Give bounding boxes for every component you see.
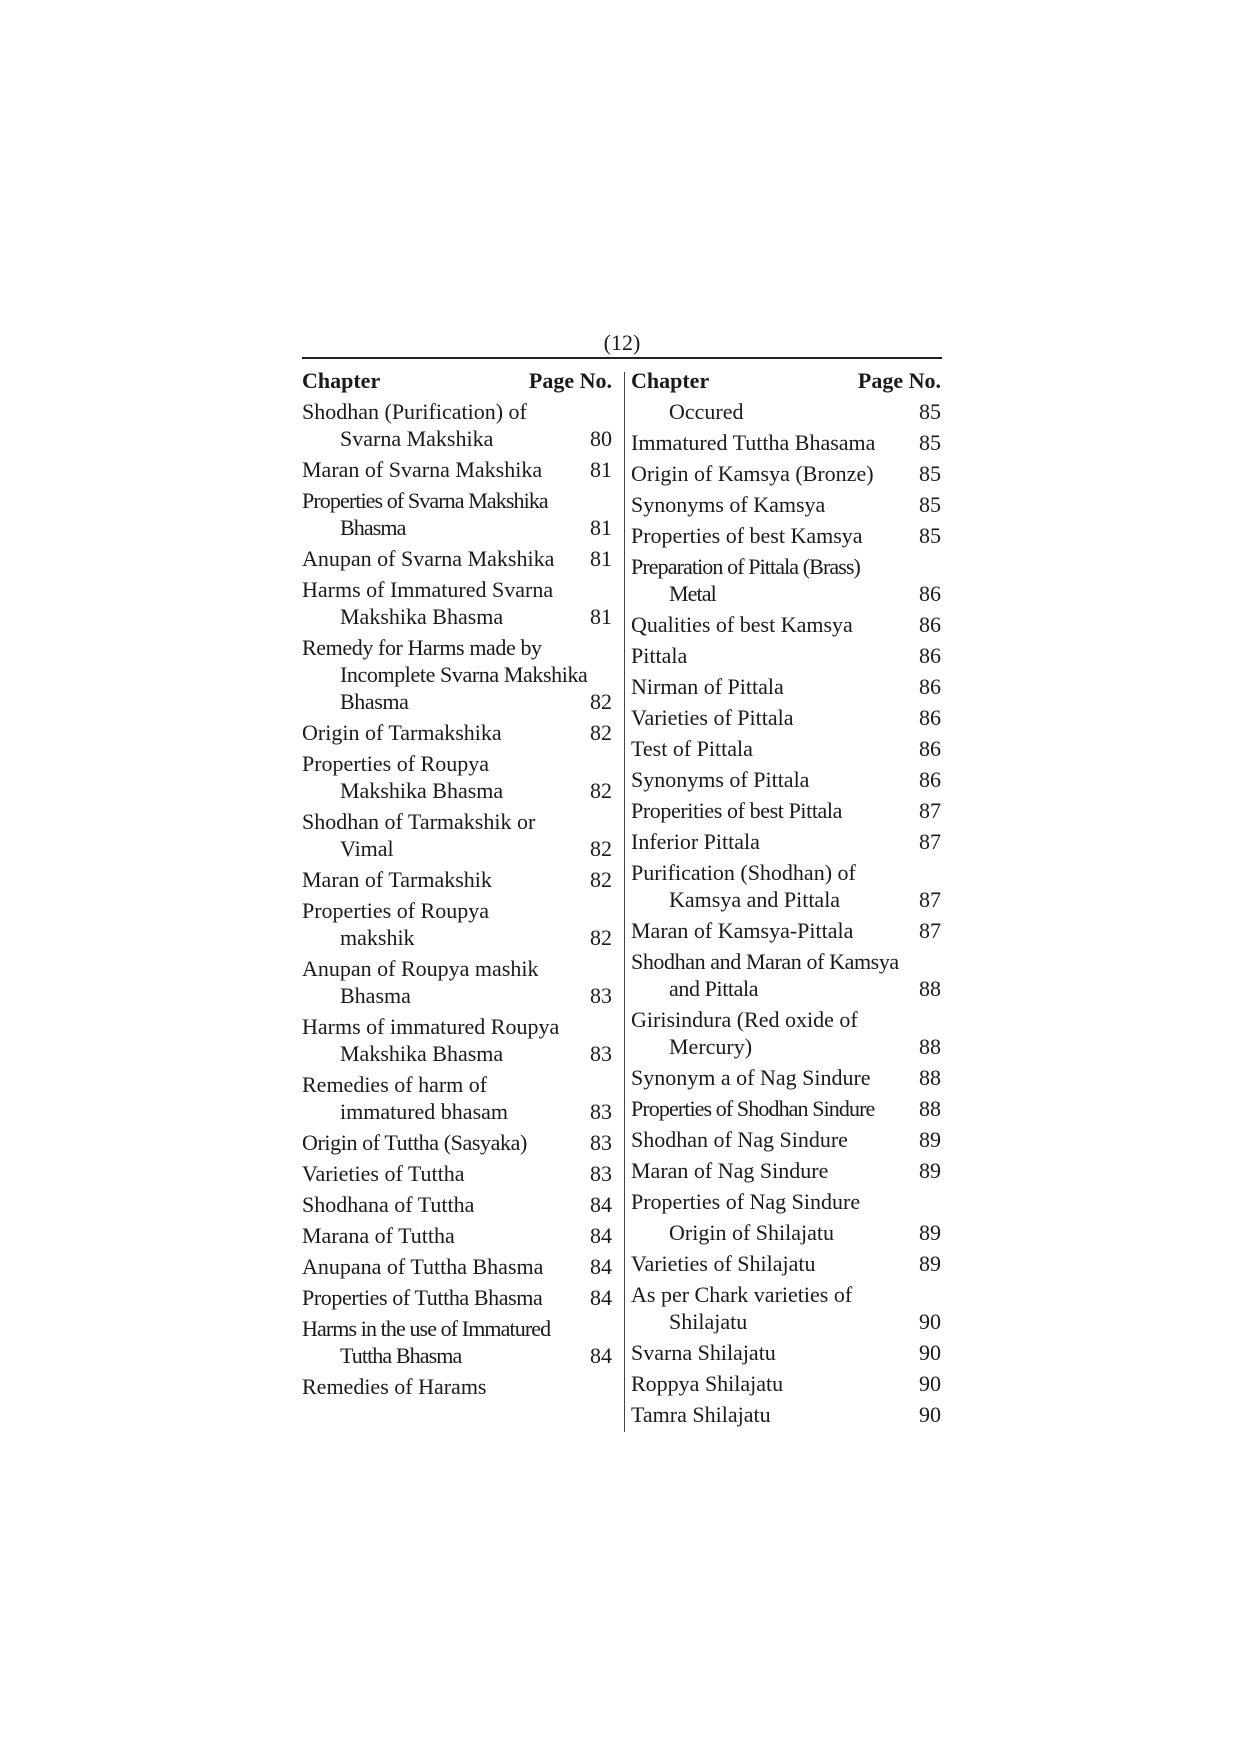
page-number: (12) [603, 330, 641, 355]
header-rule [302, 357, 942, 359]
toc-entry-title: Anupan of Svarna Makshika [302, 546, 555, 571]
toc-entry-title: immatured bhasam [340, 1099, 509, 1124]
toc-entry-title: Bhasma [340, 515, 406, 540]
toc-entry-title: Immatured Tuttha Bhasama [631, 430, 876, 455]
toc-entry-title: Maran of Nag Sindure [631, 1158, 829, 1183]
toc-entries-right [631, 398, 941, 1428]
toc-entry-title: Occured [669, 399, 744, 424]
toc-entry-title: Properties of Roupya [302, 751, 489, 776]
toc-entry-title: Makshika Bhasma [340, 778, 504, 803]
toc-entry [631, 522, 941, 549]
toc-entry [302, 1160, 612, 1187]
toc-entry [302, 1013, 612, 1067]
toc-entry-page: 87 [919, 918, 941, 943]
toc-entry [302, 398, 612, 452]
toc-entry-title: Synonyms of Kamsya [631, 492, 826, 517]
toc-entry [631, 859, 941, 913]
toc-entry [302, 866, 612, 893]
toc-entry [302, 1191, 612, 1218]
toc-entry-title: Varieties of Shilajatu [631, 1251, 816, 1276]
chapter-header: Chapter [302, 368, 381, 393]
toc-entry [302, 897, 612, 951]
toc-entry-title: Properties of Roupya [302, 898, 489, 923]
toc-entry-title: Qualities of best Kamsya [631, 612, 853, 637]
toc-entry-title: Incomplete Svarna Makshika [340, 662, 588, 687]
toc-entry-page: 83 [590, 1099, 612, 1124]
toc-entry-title: Pittala [631, 643, 688, 668]
toc-entry [631, 673, 941, 700]
toc-entry-page: 81 [590, 515, 612, 540]
toc-entry [302, 1222, 612, 1249]
toc-entry-title: Bhasma [340, 983, 411, 1008]
toc-entry-title: Remedies of harm of [302, 1072, 488, 1097]
toc-entry-page: 90 [919, 1371, 941, 1396]
toc-entry-title: Bhasma [340, 689, 409, 714]
toc-entry-page: 86 [919, 643, 941, 668]
toc-entry-page: 85 [919, 399, 941, 424]
toc-entry-page: 84 [590, 1343, 612, 1368]
column-header [631, 366, 941, 396]
toc-entry-title: Remedies of Harams [302, 1374, 487, 1399]
toc-entry-page: 89 [919, 1158, 941, 1183]
toc-entry [631, 611, 941, 638]
toc-entry-title: Properties of Shodhan Sindure [631, 1096, 875, 1121]
toc-entry [631, 797, 941, 824]
toc-entry [302, 1253, 612, 1280]
toc-entry-title: Test of Pittala [631, 736, 753, 761]
toc-entry-title: Varieties of Pittala [631, 705, 794, 730]
toc-entry-title: Synonyms of Pittala [631, 767, 810, 792]
toc-entry-title: Preparation of Pittala (Brass) [631, 554, 860, 579]
toc-entry-title: Anupan of Roupya mashik [302, 956, 539, 981]
toc-entry [631, 766, 941, 793]
toc-entry [302, 1129, 612, 1156]
toc-entry-page: 88 [919, 1065, 941, 1090]
toc-entry-page: 83 [590, 1130, 612, 1155]
toc-entry-title: Anupana of Tuttha Bhasma [302, 1254, 544, 1279]
toc-entry-title: makshik [340, 925, 415, 950]
toc-entry-page: 87 [919, 798, 941, 823]
toc-entry [631, 735, 941, 762]
toc-entry-title: Harms of Immatured Svarna [302, 577, 554, 602]
toc-entry [631, 553, 941, 607]
toc-entry-page: 84 [590, 1285, 612, 1310]
toc-entry-page: 82 [590, 720, 612, 745]
toc-entry [302, 634, 612, 715]
toc-entry-page: 88 [919, 1096, 941, 1121]
toc-entry-title: Harms of immatured Roupya [302, 1014, 560, 1039]
toc-entry-title: Properties of best Kamsya [631, 523, 863, 548]
toc-entry-page: 83 [590, 1161, 612, 1186]
toc-entry-page: 83 [590, 1041, 612, 1066]
toc-entry-page: 89 [919, 1220, 941, 1245]
toc-entry-title: Svarna Shilajatu [631, 1340, 776, 1365]
toc-entry-title: Shodhana of Tuttha [302, 1192, 475, 1217]
toc-entry [302, 576, 612, 630]
toc-entry-page: 88 [919, 1034, 941, 1059]
toc-entry [302, 545, 612, 572]
toc-entry-page: 86 [919, 767, 941, 792]
toc-entry [302, 456, 612, 483]
toc-entry-title: Nirman of Pittala [631, 674, 784, 699]
toc-entry-title: Maran of Tarmakshik [302, 867, 492, 892]
toc-entry-title: Properties of Svarna Makshika [302, 488, 548, 513]
toc-entry [631, 1006, 941, 1060]
page-no-header: Page No. [857, 368, 941, 393]
toc-entry-page: 90 [919, 1402, 941, 1427]
toc-entry-page: 86 [919, 581, 941, 606]
toc-entry-title: Svarna Makshika [340, 426, 494, 451]
toc-entry [631, 948, 941, 1002]
column-header [302, 366, 612, 396]
toc-entry-page: 82 [590, 689, 612, 714]
toc-entry [631, 1339, 941, 1366]
toc-entry-title: Origin of Shilajatu [669, 1220, 834, 1245]
toc-entry [631, 828, 941, 855]
toc-entry [302, 808, 612, 862]
toc-entries-left [302, 398, 612, 1400]
toc-entry-title: Properties of Nag Sindure [631, 1189, 861, 1214]
toc-entry [631, 460, 941, 487]
toc-entry-page: 89 [919, 1127, 941, 1152]
toc-entry-page: 84 [590, 1223, 612, 1248]
toc-entry-title: Vimal [340, 836, 394, 861]
toc-entry-title: Origin of Kamsya (Bronze) [631, 461, 874, 486]
toc-entry-title: Shodhan and Maran of Kamsya [631, 949, 899, 974]
column-divider [624, 372, 625, 1432]
toc-entry-page: 86 [919, 736, 941, 761]
toc-entry [631, 1401, 941, 1428]
toc-entry-title: Shodhan (Purification) of [302, 399, 527, 424]
toc-column-left [302, 366, 612, 1404]
toc-entry-title: Purification (Shodhan) of [631, 860, 856, 885]
toc-entry-title: Origin of Tarmakshika [302, 720, 502, 745]
toc-entry [631, 1370, 941, 1397]
toc-entry-title: Marana of Tuttha [302, 1223, 455, 1248]
toc-entry-title: Shodhan of Nag Sindure [631, 1127, 848, 1152]
toc-entry-title: Shodhan of Tarmakshik or [302, 809, 536, 834]
toc-entry [631, 491, 941, 518]
toc-entry-page: 85 [919, 461, 941, 486]
toc-entry-page: 80 [590, 426, 612, 451]
toc-entry [631, 704, 941, 731]
toc-entry-title: Shilajatu [669, 1309, 748, 1334]
toc-entry-page: 84 [590, 1192, 612, 1217]
toc-entry-page: 87 [919, 829, 941, 854]
toc-entry [631, 1095, 941, 1122]
toc-entry [631, 429, 941, 456]
toc-entry [302, 1071, 612, 1125]
toc-entry-page: 81 [590, 457, 612, 482]
toc-entry-title: Maran of Svarna Makshika [302, 457, 543, 482]
toc-entry-title: Harms in the use of Immatured [302, 1316, 551, 1341]
toc-entry-title: and Pittala [669, 976, 759, 1001]
toc-entry-title: Remedy for Harms made by [302, 635, 542, 660]
toc-entry-page: 85 [919, 492, 941, 517]
toc-entry [302, 1373, 612, 1400]
toc-entry [631, 1157, 941, 1184]
toc-entry [302, 1284, 612, 1311]
toc-entry-page: 87 [919, 887, 941, 912]
toc-entry [302, 487, 612, 541]
toc-entry-page: 86 [919, 674, 941, 699]
toc-entry-title: Properities of best Pittala [631, 798, 842, 823]
toc-entry-title: Tamra Shilajatu [631, 1402, 771, 1427]
toc-entry [631, 1188, 941, 1215]
toc-entry-page: 84 [590, 1254, 612, 1279]
toc-entry [631, 642, 941, 669]
toc-entry-page: 86 [919, 705, 941, 730]
toc-entry-title: Synonym a of Nag Sindure [631, 1065, 871, 1090]
toc-entry [631, 1250, 941, 1277]
toc-entry-page: 83 [590, 983, 612, 1008]
toc-entry-page: 89 [919, 1251, 941, 1276]
toc-entry [302, 719, 612, 746]
toc-entry-title: As per Chark varieties of [631, 1282, 853, 1307]
toc-entry-title: Metal [669, 581, 716, 606]
toc-column-right [631, 366, 941, 1432]
toc-entry-page: 81 [590, 604, 612, 629]
toc-entry-title: Makshika Bhasma [340, 1041, 504, 1066]
toc-entry-page: 90 [919, 1309, 941, 1334]
toc-entry-title: Varieties of Tuttha [302, 1161, 465, 1186]
toc-entry-title: Tuttha Bhasma [340, 1343, 462, 1368]
toc-entry-title: Mercury) [669, 1034, 753, 1059]
toc-entry-page: 82 [590, 925, 612, 950]
toc-entry-title: Maran of Kamsya-Pittala [631, 918, 854, 943]
toc-entry [631, 917, 941, 944]
toc-entry-page: 82 [590, 778, 612, 803]
toc-entry-page: 90 [919, 1340, 941, 1365]
toc-entry [631, 1064, 941, 1091]
toc-entry-page: 88 [919, 976, 941, 1001]
toc-entry-title: Girisindura (Red oxide of [631, 1007, 858, 1032]
toc-entry [631, 1281, 941, 1335]
toc-entry [302, 1315, 612, 1369]
toc-entry-page: 82 [590, 836, 612, 861]
toc-entry-title: Kamsya and Pittala [669, 887, 841, 912]
toc-entry [631, 1126, 941, 1153]
toc-entry-title: Makshika Bhasma [340, 604, 504, 629]
toc-entry-page: 85 [919, 430, 941, 455]
toc-entry [302, 750, 612, 804]
toc-entry-title: Inferior Pittala [631, 829, 760, 854]
toc-entry-title: Roppya Shilajatu [631, 1371, 784, 1396]
toc-entry [302, 955, 612, 1009]
toc-entry-title: Origin of Tuttha (Sasyaka) [302, 1130, 527, 1155]
toc-entry-page: 81 [590, 546, 612, 571]
toc-entry-title: Properties of Tuttha Bhasma [302, 1285, 543, 1310]
toc-entry-page: 85 [919, 523, 941, 548]
page-no-header: Page No. [528, 368, 612, 393]
toc-entry [631, 398, 941, 425]
toc-entry-page: 86 [919, 612, 941, 637]
chapter-header: Chapter [631, 368, 710, 393]
toc-entry-page: 82 [590, 867, 612, 892]
toc-entry [631, 1219, 941, 1246]
